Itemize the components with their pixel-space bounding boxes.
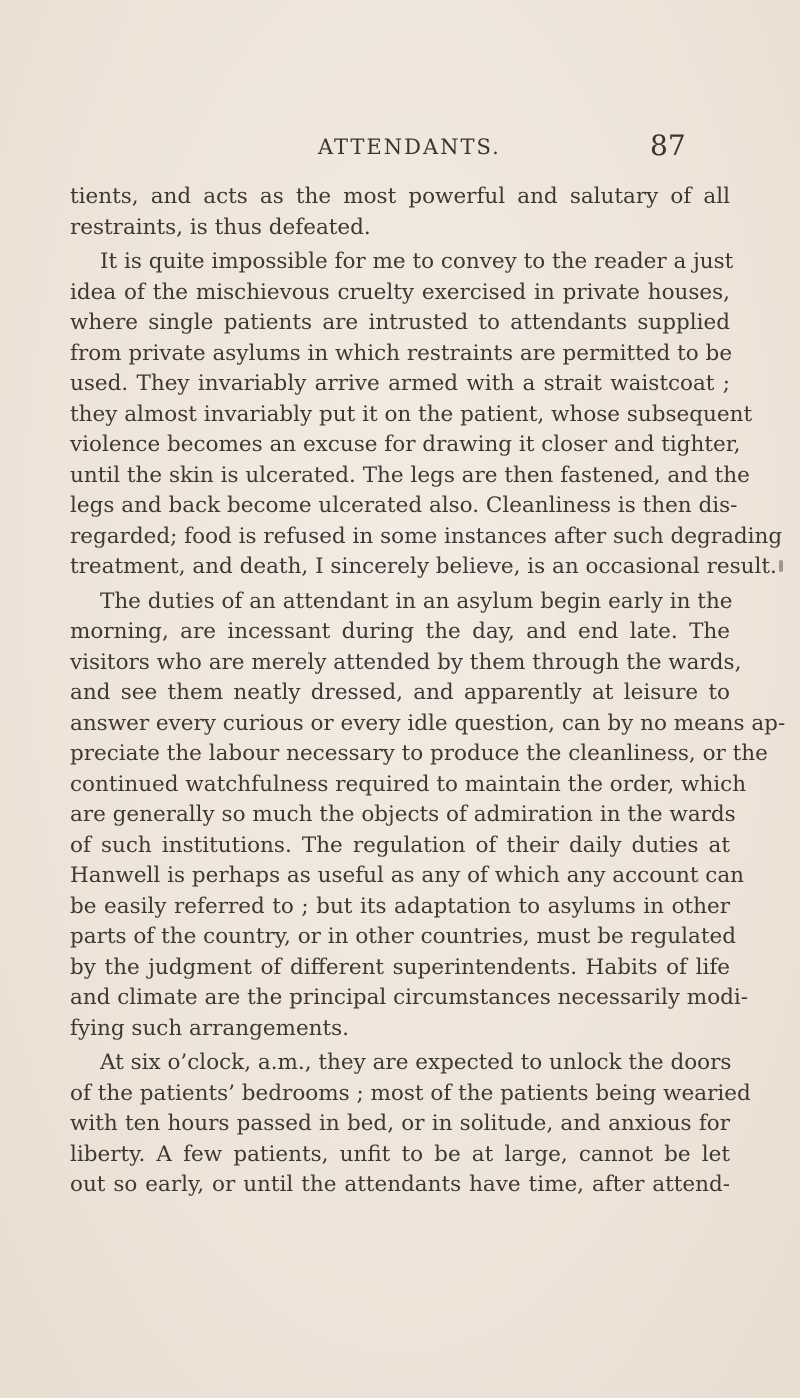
text-line: and see them neatly dressed, and apparently at leisure to [70, 680, 730, 705]
text-line: fying such arrangements. [70, 1016, 350, 1041]
text-line: regarded; food is refused in some instances after such degrading [70, 524, 783, 549]
text-line: and climate are the principal circumstances necessarily modi- [70, 985, 749, 1010]
text-line: idea of the mischievous cruelty exercised in private houses, [70, 280, 730, 305]
text-line: It is quite impossible for me to convey to the reader a just [100, 249, 734, 274]
text-line: of the patients’ bedrooms ; most of the patients being wearied [70, 1081, 751, 1106]
text-line: be easily referred to ; but its adaptation to asylums in other [70, 894, 730, 919]
text-line: continued watchfulness required to maintain the order, which [70, 772, 747, 797]
text-line: until the skin is ulcerated. The legs are then fastened, and the [70, 463, 750, 488]
text-line: by the judgment of different superintendents. Habits of life [70, 955, 730, 980]
text-line: legs and back become ulcerated also. Cleanliness is then dis- [70, 493, 738, 518]
text-line: answer every curious or every idle question, can by no means ap- [70, 711, 786, 736]
text-line: The duties of an attendant in an asylum begin early in the [100, 589, 733, 614]
text-line: morning, are incessant during the day, and end late. The [70, 619, 730, 644]
text-line: treatment, and death, I sincerely believe, is an occasional result. [70, 554, 777, 579]
page-header [0, 129, 800, 175]
margin-mark [779, 560, 783, 572]
text-line: violence becomes an excuse for drawing it closer and tighter, [70, 432, 741, 457]
text-line: parts of the country, or in other countries, must be regulated [70, 924, 736, 949]
text-line: tients, and acts as the most powerful and salutary of all [70, 184, 730, 209]
text-line: from private asylums in which restraints are permitted to be [70, 341, 733, 366]
running-head: ATTENDANTS. [318, 135, 501, 159]
text-line: visitors who are merely attended by them through the wards, [70, 650, 742, 675]
text-line: they almost invariably put it on the patient, whose subsequent [70, 402, 753, 427]
text-line: with ten hours passed in bed, or in solitude, and anxious for [70, 1111, 730, 1136]
text-line: out so early, or until the attendants have time, after attend- [70, 1172, 730, 1197]
text-line: preciate the labour necessary to produce the cleanliness, or the [70, 741, 768, 766]
text-line: are generally so much the objects of admiration in the wards [70, 802, 736, 827]
text-line: where single patients are intrusted to attendants supplied [70, 310, 730, 335]
text-line: restraints, is thus defeated. [70, 215, 371, 240]
text-line: At six o’clock, a.m., they are expected to unlock the doors [100, 1050, 732, 1075]
text-line: liberty. A few patients, unfit to be at large, cannot be let [70, 1142, 730, 1167]
page-number: 87 [650, 129, 686, 162]
text-line: used. They invariably arrive armed with a strait waistcoat ; [70, 371, 730, 396]
text-line: of such institutions. The regulation of their daily duties at [70, 833, 730, 858]
text-line: Hanwell is perhaps as useful as any of which any account can [70, 863, 745, 888]
